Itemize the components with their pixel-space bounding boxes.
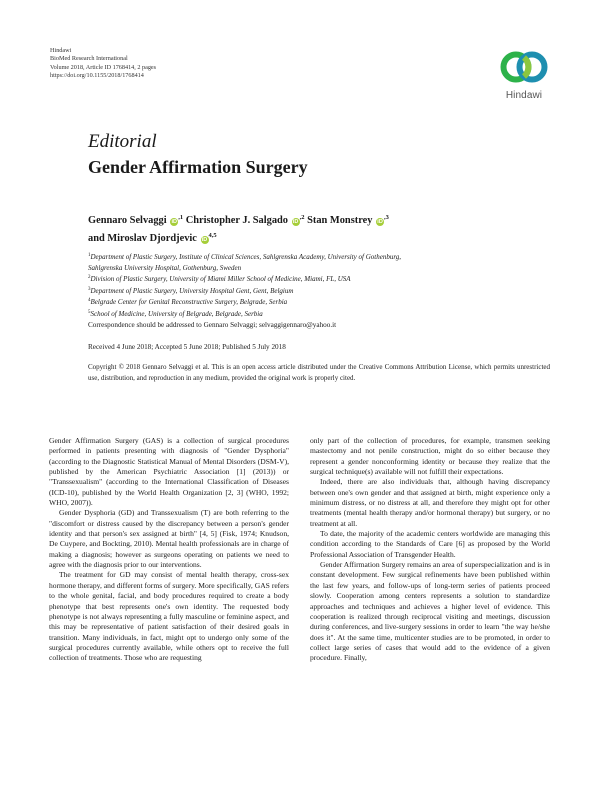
- copyright-notice: Copyright © 2018 Gennaro Selvaggi et al. This is an open access article distributed under the Creative Commons Attribution License, which permits unrestricted use, distribution, and reproduction in any medium, provided the original work is properly cited.: [88, 363, 550, 382]
- author-list: [88, 210, 508, 246]
- author[interactable]: Christopher J. Salgado $iD^{,2}$: [185, 214, 305, 226]
- article-title: Gender Affirmation Surgery: [88, 157, 308, 177]
- author[interactable]: Stan Monstrey $iD^{,3}$: [307, 214, 389, 226]
- affiliation: Sahlgrenska University Hospital, Gothenburg, Sweden: [88, 263, 242, 272]
- volume-info: Volume 2018, Article ID 1768414, 2 pages: [50, 63, 157, 71]
- affiliation-list: [88, 251, 548, 319]
- orcid-icon[interactable]: iD: [292, 219, 299, 225]
- hindawi-logo: [496, 46, 552, 106]
- body-column-left: [49, 436, 289, 664]
- orcid-icon[interactable]: iD: [171, 219, 177, 225]
- journal-name: BioMed Research International: [50, 55, 128, 63]
- body-paragraph: only part of the collection of procedures, for example, transmen seeking mastectomy and not penile construction, might do so either because they represent a gender nonconforming identity or because they realize that the surgical technique(s) available will not fulfill their expectations.: [310, 436, 550, 477]
- hindawi-logo-icon: [496, 46, 552, 90]
- body-paragraph: The treatment for GD may consist of mental health therapy, cross-sex hormone therapy, and different forms of surgery. More specifically, GAS refers to the whole genital, facial, and body procedures required to create a body phenotype that best represents one's own identity. The requested body phenotype is not always representing a fully masculine or feminine aspect, and this may be representative of patient satisfaction of their desired goals in transition. Many individuals, in fact, might opt to undergo only some of the surgical procedures currently available, while others opt to receive the full collection of treatments. Those who are requesting: [49, 570, 289, 663]
- body-paragraph: Indeed, there are also individuals that, although having discrepancy between one's own gender and that assigned at birth, might experience only a minimum distress, or no distress at all, and therefore they might opt for other treatments (mental health therapy and/or hormonal therapy) but surgery, or no treatment at all.: [310, 477, 550, 528]
- publication-dates: Received 4 June 2018; Accepted 5 June 2018; Published 5 July 2018: [88, 343, 286, 351]
- author[interactable]: and Miroslav Djordjevic iD$^{4,5}$: [88, 232, 217, 244]
- affiliation: $^2$Division of Plastic Surgery, University of Miami Miller School of Medicine, Miami, FL, USA: [88, 275, 351, 283]
- body-column-right: [310, 436, 550, 664]
- orcid-icon[interactable]: iD: [377, 219, 383, 225]
- journal-header: [50, 47, 156, 81]
- body-paragraph: To date, the majority of the academic centers worldwide are managing this condition according to the Standards of Care [6] as proposed by the World Professional Association of Transgender Health.: [310, 529, 550, 559]
- affiliation: $^1$Department of Plastic Surgery, Institute of Clinical Sciences, Sahlgrenska Academy, University of Gothenburg,: [88, 253, 402, 261]
- affiliation: $^4$Belgrade Center for Genital Reconstructive Surgery, Belgrade, Serbia: [88, 298, 288, 306]
- affiliation: $^3$Department of Plastic Surgery, University Hospital Gent, Gent, Belgium: [88, 286, 294, 295]
- section-label: Editorial: [88, 131, 157, 152]
- body-paragraph: Gender Affirmation Surgery (GAS) is a collection of surgical procedures performed in patients presenting with diagnosis of "Gender Dysphoria" (according to the Diagnostic Statistical Manual of Mental Disorders (DSM-V), published by the American Psychiatric Association [1] (2013)) or "Transsexualism" (according to the International Classification of Diseases (ICD-10), published by the World Health Organization [2, 3] (WHO, 1992; WHO, 2007)).: [49, 436, 289, 508]
- body-paragraph: Gender Affirmation Surgery remains an area of superspecialization and is in constant development. Few surgical refinements have been published within the last few years, and follow-ups of long-term series of patients proceed slowly. Cooperation among centers represents a solution to standardize approaches and techniques and achieves a higher level of evidence. This cooperation is realized through reciprocal visiting and meetings, discussion during conferences, and live-surgery sessions in order to learn "the way he/she does it". At the same time, multicenter studies are to be promoted, in order to collect large series of cases that would add to the evidence of a given procedure. Finally,: [310, 560, 550, 663]
- publisher-name: Hindawi: [50, 47, 72, 54]
- logo-text: Hindawi: [505, 90, 543, 101]
- correspondence-note: Correspondence should be addressed to Gennaro Selvaggi; selvaggigennaro@yahoo.it: [88, 321, 337, 329]
- author[interactable]: Gennaro Selvaggi $iD^{,1}$: [88, 214, 184, 226]
- affiliation: $^5$School of Medicine, University of Belgrade, Belgrade, Serbia: [88, 309, 263, 318]
- orcid-icon[interactable]: iD: [201, 237, 208, 243]
- doi-link[interactable]: https://doi.org/10.1155/2018/1768414: [50, 72, 144, 80]
- body-paragraph: Gender Dysphoria (GD) and Transsexualism (T) are both referring to the "discomfort or distress caused by the discrepancy between a person's gender identity and that person's sex assigned at birth" [4, 5] (Fisk, 1974; Knudson, De Cuypere, and Bockting, 2010). Mental health professionals are in charge of making a diagnosis; however as surgeons operating on patients we need to agree with the diagnosis prior to our interventions.: [49, 508, 289, 570]
